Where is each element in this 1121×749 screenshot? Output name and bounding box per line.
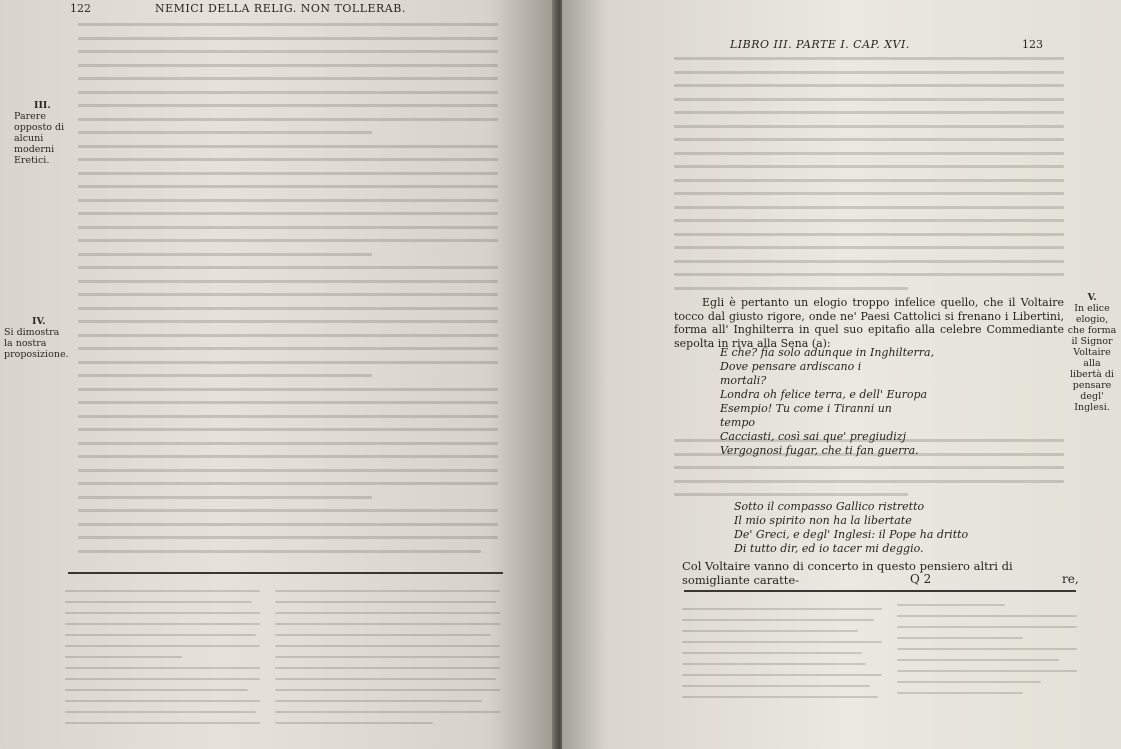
text-line (78, 288, 498, 302)
text-line (78, 207, 498, 221)
footnote-line (897, 655, 1059, 666)
footnote-line (275, 674, 496, 685)
margin-note-text: Si dimostra la nostra proposizione. (4, 327, 69, 360)
text-line (674, 448, 1064, 462)
text-line (78, 342, 498, 356)
footnote-line (897, 611, 1077, 622)
footnote-line (275, 663, 500, 674)
catchword: re, (1062, 572, 1079, 586)
text-line (674, 228, 1064, 242)
text-line (78, 99, 498, 113)
text-line (674, 201, 1064, 215)
text-line (78, 248, 372, 262)
text-line (674, 475, 1064, 489)
verse: Londra oh felice terra, e dell' Europa (720, 388, 928, 401)
text-line (674, 147, 1064, 161)
footnote-line (65, 608, 260, 619)
footnote-line (65, 718, 260, 729)
signature-mark: Q 2 (910, 572, 932, 586)
text-line (78, 153, 498, 167)
poem-intro (674, 296, 1064, 350)
text-line (78, 491, 372, 505)
text-line (78, 45, 498, 59)
text-line (674, 241, 1064, 255)
text-line (78, 504, 498, 518)
verse: Vergognosi fugar, che ti fan guerra. (720, 444, 919, 457)
closing-line (682, 560, 1062, 587)
footnote-line (275, 652, 500, 663)
footnotes-column-right (897, 600, 1077, 699)
verse: Dove pensare ardiscano i mortali? (720, 360, 862, 387)
text-line (78, 275, 498, 289)
footnote-line (65, 685, 248, 696)
text-line (674, 120, 1064, 134)
body-text (78, 18, 498, 558)
footnote-line (65, 674, 260, 685)
text-line (78, 531, 498, 545)
footnote-line (682, 681, 870, 692)
footnotes-column-right (275, 586, 500, 729)
text-line (78, 545, 481, 559)
text-line (78, 180, 498, 194)
text-line (674, 52, 1064, 66)
footnote-line (897, 600, 1005, 611)
footnote-line (275, 608, 500, 619)
page-number: 123 (1022, 38, 1043, 51)
footnote-line (65, 663, 260, 674)
footnote-line (65, 652, 182, 663)
text-line (674, 93, 1064, 107)
footnote-line (275, 685, 500, 696)
text-line (78, 477, 498, 491)
text-line (78, 369, 372, 383)
text-line (78, 450, 498, 464)
text-line (78, 221, 498, 235)
right-page (562, 0, 1121, 749)
text-line (674, 79, 1064, 93)
verse: Di tutto dir, ed io tacer mi deggio. (734, 542, 924, 555)
verse: Sotto il compasso Gallico ristretto (734, 500, 925, 513)
footnote-line (682, 604, 882, 615)
text-line (674, 255, 1064, 269)
footnote-line (897, 622, 1077, 633)
margin-note-label: III. (34, 100, 51, 111)
page-number: 122 (70, 2, 91, 15)
text-line (78, 423, 498, 437)
left-page (0, 0, 556, 749)
body-text (674, 434, 1064, 502)
margin-note-text: In elice elogio, che forma il Signor Voltaire alla libertà di pensare degl' Inglesi. (1067, 303, 1117, 413)
text-line (78, 518, 498, 532)
footnote-line (897, 633, 1023, 644)
text-line (78, 113, 498, 127)
footnote-rule (684, 590, 1076, 592)
text-line (78, 302, 498, 316)
footnotes-column-left (65, 586, 260, 729)
footnote-line (65, 641, 260, 652)
footnote-line (897, 677, 1041, 688)
text-line (78, 315, 498, 329)
text-line (78, 410, 498, 424)
text-line (78, 18, 498, 32)
footnote-line (65, 597, 252, 608)
text-line (78, 464, 498, 478)
margin-note-text: Parere opposto di alcuni moderni Eretici. (14, 111, 65, 166)
margin-note-label: IV. (32, 316, 46, 327)
text-line (674, 187, 1064, 201)
footnote-line (682, 615, 874, 626)
poem-verses-2 (734, 500, 986, 556)
margin-note-3 (14, 100, 72, 166)
footnotes-column-left (682, 604, 882, 703)
text-line (78, 140, 498, 154)
footnote-line (682, 648, 862, 659)
poem-intro-text: Egli è pertanto un elogio troppo infelice quello, che il Voltaire tocco dal giusto rigore, onde ne' Paesi Cattolici si frenano i Libertini, forma all' Inghilterra in quel suo epitafio alla celebre Commediante sepolta in riva alla Sena (a): (674, 296, 1064, 350)
footnote-line (682, 670, 882, 681)
text-line (674, 268, 1064, 282)
text-line (674, 461, 1064, 475)
footnote-line (65, 707, 256, 718)
text-line (78, 383, 498, 397)
text-line (78, 86, 498, 100)
footnote-line (682, 626, 858, 637)
footnote-line (275, 619, 500, 630)
text-line (674, 282, 908, 296)
text-line (78, 356, 498, 370)
text-line (78, 32, 498, 46)
footnote-line (682, 659, 866, 670)
verse: Esempio! Tu come i Tiranni un tempo (720, 402, 892, 429)
text-line (78, 167, 498, 181)
text-line (78, 329, 498, 343)
text-line (674, 106, 1064, 120)
running-head: NEMICI DELLA RELIG. NON TOLLERAB. (155, 2, 406, 15)
text-line (674, 133, 1064, 147)
text-line (674, 160, 1064, 174)
footnote-line (275, 707, 500, 718)
text-line (674, 174, 1064, 188)
footnote-line (65, 586, 260, 597)
footnote-line (65, 696, 260, 707)
footnote-line (275, 586, 500, 597)
text-line (78, 59, 498, 73)
footnote-line (897, 644, 1077, 655)
footnote-line (275, 630, 491, 641)
footnote-line (682, 637, 882, 648)
footnote-line (897, 688, 1023, 699)
footnote-line (275, 696, 482, 707)
text-line (674, 214, 1064, 228)
closing-line-text: Col Voltaire vanno di concerto in questo pensiero altri di somigliante caratte- (682, 559, 1013, 587)
text-line (78, 234, 498, 248)
verse: Il mio spirito non ha la libertate (734, 514, 912, 527)
footnote-line (275, 641, 500, 652)
footnote-line (275, 597, 496, 608)
body-text (674, 52, 1064, 295)
text-line (78, 261, 498, 275)
margin-note-4 (4, 316, 70, 360)
text-line (674, 66, 1064, 80)
footnote-line (65, 619, 260, 630)
margin-note-5 (1066, 292, 1118, 413)
footnote-line (275, 718, 433, 729)
text-line (78, 126, 372, 140)
running-head: LIBRO III. PARTE I. CAP. XVI. (730, 38, 910, 51)
text-line (78, 72, 498, 86)
verse: E che? fia solo adunque in Inghilterra, (720, 346, 935, 359)
footnote-rule (68, 572, 503, 574)
verse: Cacciasti, così sai que' pregiudizj (720, 430, 906, 443)
footnote-line (65, 630, 256, 641)
text-line (78, 437, 498, 451)
text-line (674, 434, 1064, 448)
text-line (78, 194, 498, 208)
footnote-line (897, 666, 1077, 677)
footnote-line (682, 692, 878, 703)
verse: De' Greci, e degl' Inglesi: il Pope ha dritto (734, 528, 969, 541)
text-line (78, 396, 498, 410)
margin-note-label: V. (1087, 292, 1097, 303)
